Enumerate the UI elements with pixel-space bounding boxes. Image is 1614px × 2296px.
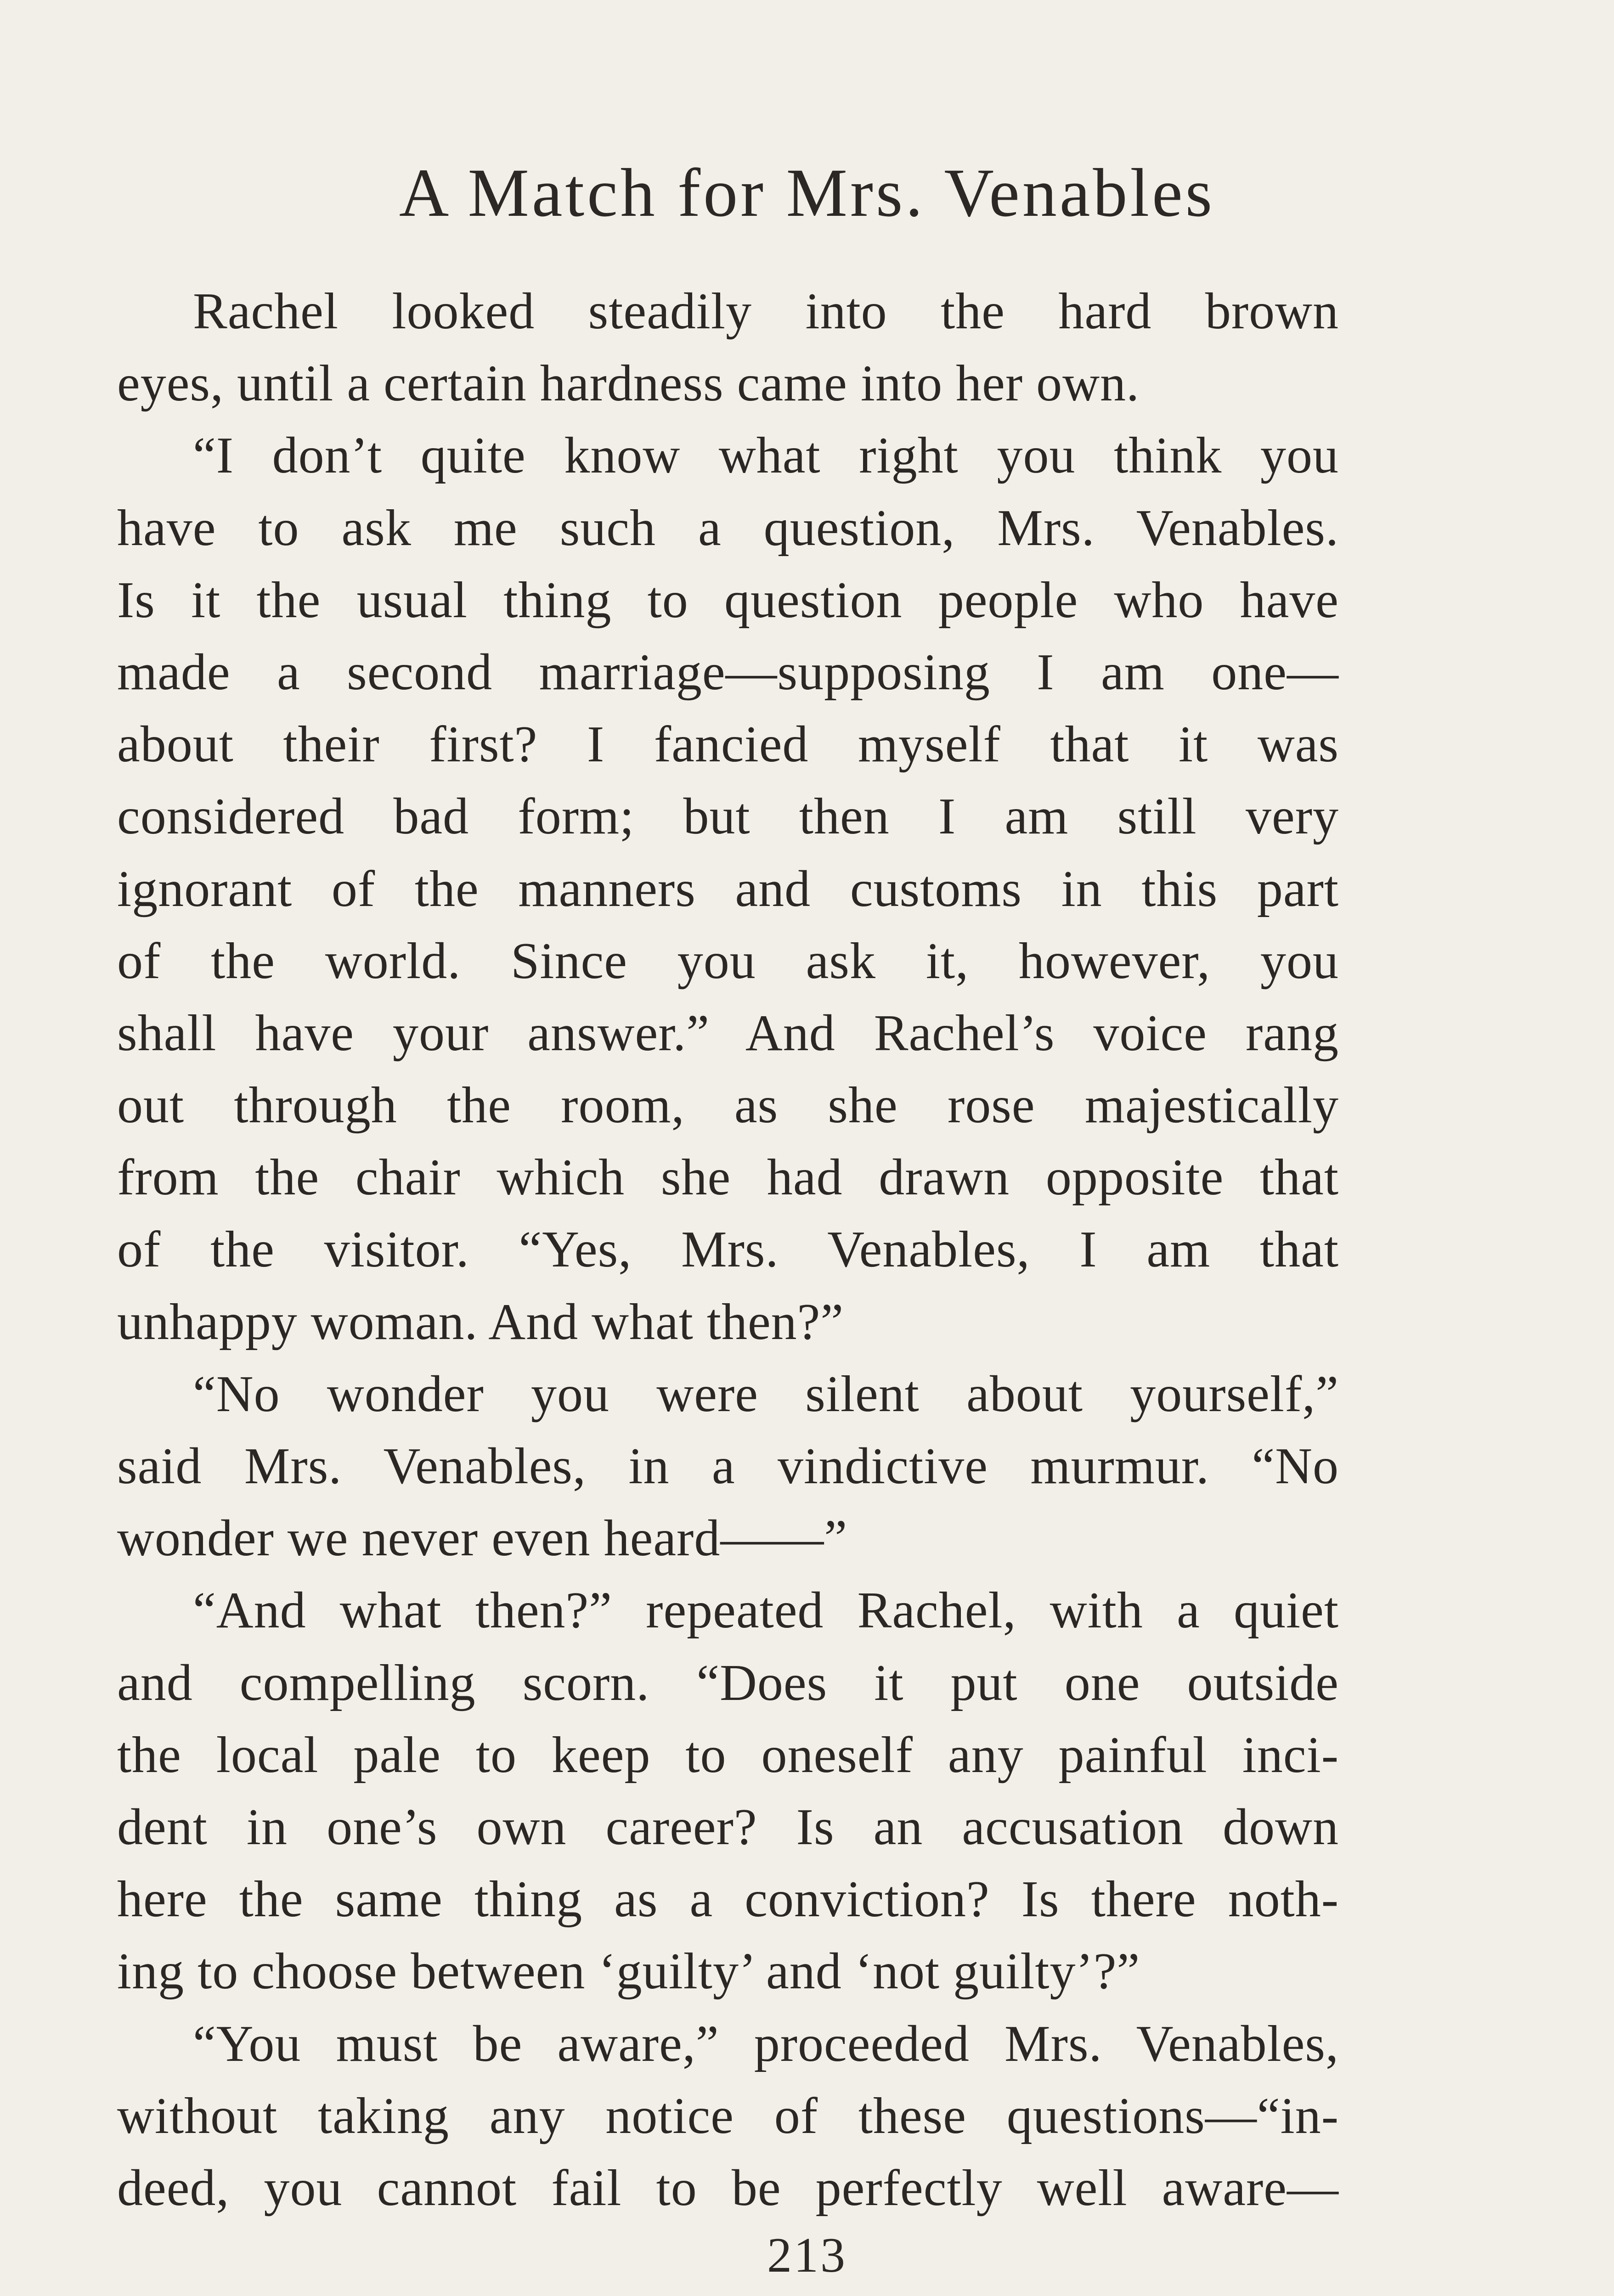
text-line: eyes, until a certain hardness came into her own. [117, 355, 1140, 412]
page-number: 213 [767, 2228, 847, 2283]
text-line: out through the room, as she rose majestically [117, 1077, 1339, 1134]
text-line: wonder we never even heard——” [117, 1510, 848, 1567]
text-line: about their first? I fancied myself that it was [117, 716, 1339, 773]
text-line: here the same thing as a conviction? Is there noth- [117, 1871, 1339, 1928]
text-line: considered bad form; but then I am still very [117, 788, 1339, 845]
text-line: “You must be aware,” proceeded Mrs. Venables, [193, 2015, 1339, 2072]
running-head: A Match for Mrs. Venables [399, 155, 1215, 231]
text-line: of the world. Since you ask it, however, you [117, 932, 1339, 990]
text-line: have to ask me such a question, Mrs. Venables. [117, 499, 1339, 557]
text-line: unhappy woman. And what then?” [117, 1293, 844, 1351]
body-text [117, 276, 1339, 2224]
text-line: without taking any notice of these questions—“in- [117, 2087, 1339, 2144]
text-line: Is it the usual thing to question people who have [117, 571, 1339, 629]
text-line: dent in one’s own career? Is an accusation down [117, 1798, 1339, 1856]
text-line: and compelling scorn. “Does it put one outside [117, 1654, 1339, 1711]
text-line: ing to choose between ‘guilty’ and ‘not guilty’?” [117, 1943, 1140, 2000]
text-line: said Mrs. Venables, in a vindictive murmur. “No [117, 1438, 1339, 1495]
text-line: “I don’t quite know what right you think you [193, 427, 1339, 484]
text-line: “And what then?” repeated Rachel, with a quiet [193, 1582, 1339, 1639]
text-line: “No wonder you were silent about yourself,” [193, 1365, 1339, 1423]
text-line: ignorant of the manners and customs in this part [117, 860, 1339, 917]
text-line: the local pale to keep to oneself any painful inci- [117, 1726, 1339, 1784]
text-line: deed, you cannot fail to be perfectly well aware— [117, 2159, 1339, 2217]
text-line: Rachel looked steadily into the hard brown [193, 283, 1339, 340]
text-line: shall have your answer.” And Rachel’s voice rang [117, 1004, 1339, 1062]
text-line: of the visitor. “Yes, Mrs. Venables, I am that [117, 1221, 1339, 1278]
text-line: from the chair which she had drawn opposite that [117, 1149, 1339, 1206]
text-line: made a second marriage—supposing I am one— [117, 643, 1339, 701]
